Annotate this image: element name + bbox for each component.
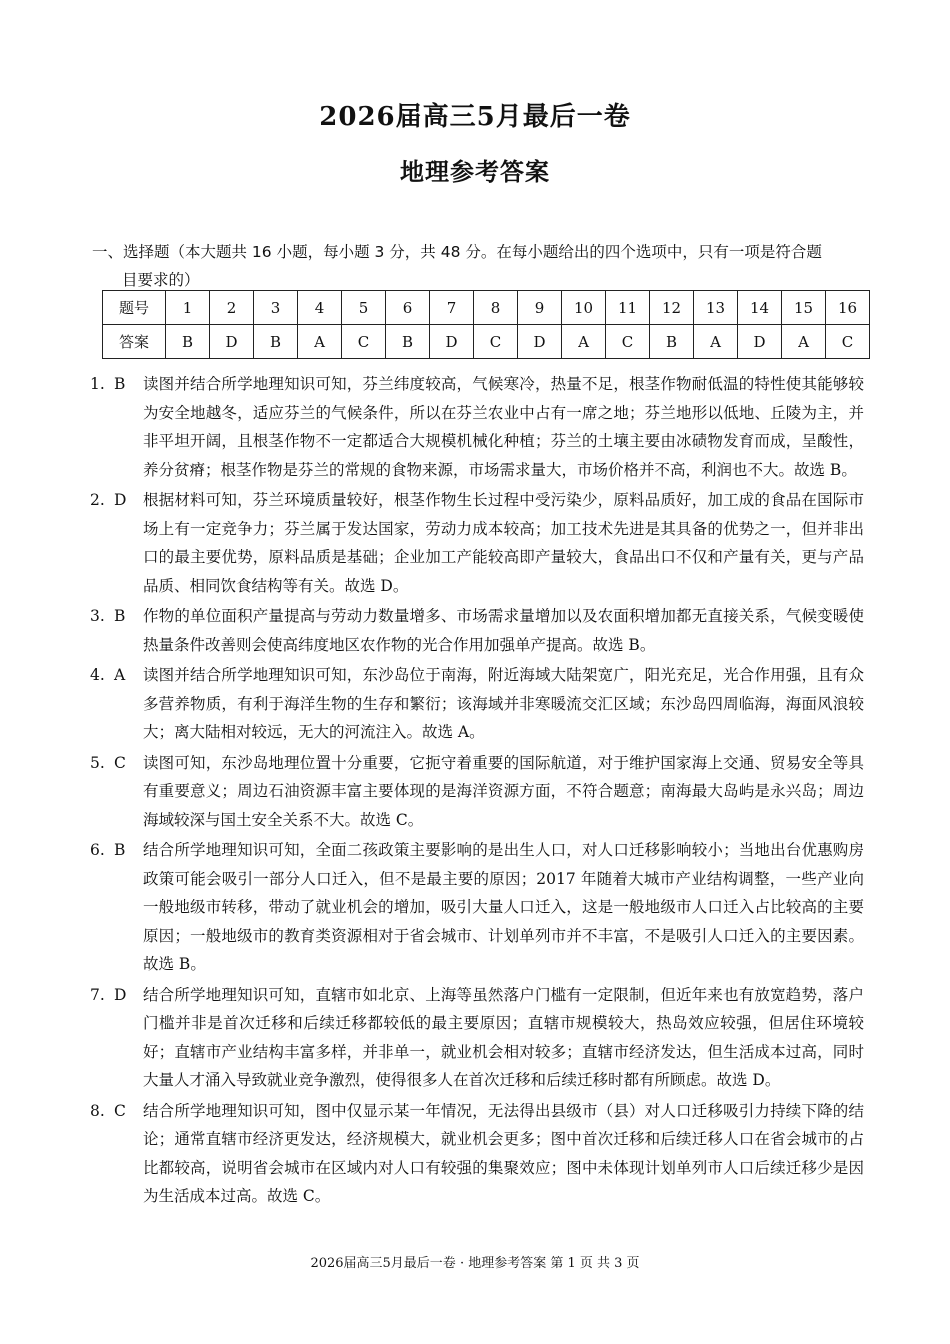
answer-cell: B (650, 325, 694, 359)
question-number-cell: 7 (430, 291, 474, 325)
explanation-answer-letter: A (114, 666, 126, 684)
explanation-item (88, 370, 864, 484)
question-number-cell: 11 (606, 291, 650, 325)
explanation-answer-letter: B (114, 841, 126, 859)
section-heading-line2: 目要求的） (122, 271, 200, 289)
question-number-cell: 9 (518, 291, 562, 325)
question-number-cell: 2 (210, 291, 254, 325)
answer-cell: D (518, 325, 562, 359)
page-title: 2026届高三5月最后一卷 (319, 102, 631, 132)
section-heading-line1: 一、选择题（本大题共 16 小题，每小题 3 分，共 48 分。在每小题给出的四个选项中，只有一项是符合题 (92, 243, 822, 261)
explanation-answer-letter: C (114, 753, 126, 772)
answer-cell: B (386, 325, 430, 359)
question-number-label: 题号 (103, 291, 166, 325)
question-number-row (103, 291, 870, 325)
page-subtitle: 地理参考答案 (400, 157, 550, 186)
answer-cell: C (474, 325, 518, 359)
page-footer: 2026届高三5月最后一卷 · 地理参考答案 第 1 页 共 3 页 (310, 1256, 640, 1271)
explanation-number: 5. (90, 753, 105, 772)
explanation-number: 3. (90, 607, 105, 625)
explanation-text: 结合所学地理知识可知，全面二孩政策主要影响的是出生人口，对人口迁移影响较小；当地出台优惠购房政策可能会吸引一部分人口迁入，但不是最主要的原因；2017 年随着大城市产业结构调整，一些产业向一般地级市转移，带动了就业机会的增加，吸引大量人口迁入，这是一般地级市人口迁入占比较高的主要原因；一般地级市的教育类资源相对于省会城市、计划单列市并不丰富，不是吸引人口迁入的主要因素。故选 B。 (143, 841, 864, 973)
explanation-answer-letter: D (114, 985, 127, 1004)
explanation-text: 根据材料可知，芬兰环境质量较好，根茎作物生长过程中受污染少，原料品质好，加工成的食品在国际市场上有一定竞争力；芬兰属于发达国家，劳动力成本较高；加工技术先进是其具备的优势之一，但并非出口的最主要优势，原料品质是基础；企业加工产能较高即产量较大，食品出口不仅和产量有关，更与产品品质、相同饮食结构等有关。故选 D。 (143, 491, 864, 595)
explanation-text: 结合所学地理知识可知，直辖市如北京、上海等虽然落户门槛有一定限制，但近年来也有放宽趋势，落户门槛并非是首次迁移和后续迁移都较低的最主要原因；直辖市规模较大，热岛效应较强，但居住环境较好；直辖市产业结构丰富多样，并非单一，就业机会相对较多；直辖市经济发达，但生活成本过高，同时大量人才涌入导致就业竞争激烈，使得很多人在首次迁移和后续迁移时都有所顾虑。故选 D。 (143, 985, 864, 1089)
explanation-text: 读图可知，东沙岛地理位置十分重要，它扼守着重要的国际航道，对于维护国家海上交通、贸易安全等具有重要意义；周边石油资源丰富主要体现的是海洋资源方面，不符合题意；南海最大岛屿是永兴岛；周边海域较深与国土安全关系不大。故选 C。 (143, 753, 864, 829)
explanation-list (88, 370, 864, 1213)
answer-cell: A (694, 325, 738, 359)
explanation-text: 结合所学地理知识可知，图中仅显示某一年情况，无法得出县级市（县）对人口迁移吸引力持续下降的结论；通常直辖市经济更发达，经济规模大，就业机会更多；图中首次迁移和后续迁移人口在省会城市的占比都较高，说明省会城市在区域内对人口有较强的集聚效应；图中未体现计划单列市人口后续迁移少是因为生活成本过高。故选 C。 (143, 1101, 864, 1205)
answer-cell: A (562, 325, 606, 359)
answer-cell: D (210, 325, 254, 359)
question-number-cell: 4 (298, 291, 342, 325)
answer-cell: C (342, 325, 386, 359)
question-number-cell: 3 (254, 291, 298, 325)
question-number-cell: 8 (474, 291, 518, 325)
explanation-answer-letter: C (114, 1101, 126, 1120)
explanation-number: 1. (90, 375, 105, 393)
explanation-answer-letter: B (114, 375, 126, 393)
question-number-cell: 16 (826, 291, 870, 325)
explanation-item (88, 661, 864, 747)
question-number-cell: 12 (650, 291, 694, 325)
explanation-number: 8. (90, 1101, 105, 1120)
answer-table (102, 290, 870, 359)
question-number-cell: 13 (694, 291, 738, 325)
section-heading (92, 238, 872, 294)
question-number-cell: 10 (562, 291, 606, 325)
explanation-item (88, 486, 864, 600)
explanation-number: 4. (90, 666, 105, 684)
answer-row (103, 325, 870, 359)
question-number-cell: 5 (342, 291, 386, 325)
answer-cell: B (166, 325, 210, 359)
answer-cell: C (606, 325, 650, 359)
question-number-cell: 6 (386, 291, 430, 325)
explanation-item (88, 981, 864, 1095)
question-number-cell: 1 (166, 291, 210, 325)
explanation-item (88, 749, 864, 835)
answer-cell: D (430, 325, 474, 359)
explanation-item (88, 602, 864, 659)
answer-cell: A (298, 325, 342, 359)
explanation-number: 2. (90, 491, 105, 509)
explanation-text: 读图并结合所学地理知识可知，芬兰纬度较高，气候寒冷，热量不足，根茎作物耐低温的特性使其能够较为安全地越冬，适应芬兰的气候条件，所以在芬兰农业中占有一席之地；芬兰地形以低地、丘陵为主，并非平坦开阔，且根茎作物不一定都适合大规模机械化种植；芬兰的土壤主要由冰碛物发育而成，呈酸性，养分贫瘠；根茎作物是芬兰的常规的食物来源，市场需求量大，市场价格并不高，利润也不大。故选 B。 (143, 375, 864, 479)
answer-cell: C (826, 325, 870, 359)
explanation-text: 读图并结合所学地理知识可知，东沙岛位于南海，附近海域大陆架宽广，阳光充足，光合作用强，且有众多营养物质，有利于海洋生物的生存和繁衍；该海域并非寒暖流交汇区域；东沙岛四周临海，海面风浪较大；离大陆相对较远，无大的河流注入。故选 A。 (143, 666, 864, 741)
explanation-item (88, 836, 864, 979)
explanation-answer-letter: B (114, 607, 126, 625)
explanation-number: 6. (90, 841, 105, 859)
question-number-cell: 14 (738, 291, 782, 325)
answer-label: 答案 (103, 325, 166, 359)
answer-cell: B (254, 325, 298, 359)
answer-cell: A (782, 325, 826, 359)
explanation-item (88, 1097, 864, 1211)
explanation-answer-letter: D (114, 491, 127, 509)
explanation-text: 作物的单位面积产量提高与劳动力数量增多、市场需求量增加以及农面积增加都无直接关系，气候变暖使热量条件改善则会使高纬度地区农作物的光合作用加强单产提高。故选 B。 (143, 607, 864, 654)
explanation-number: 7. (90, 985, 105, 1004)
question-number-cell: 15 (782, 291, 826, 325)
answer-cell: D (738, 325, 782, 359)
